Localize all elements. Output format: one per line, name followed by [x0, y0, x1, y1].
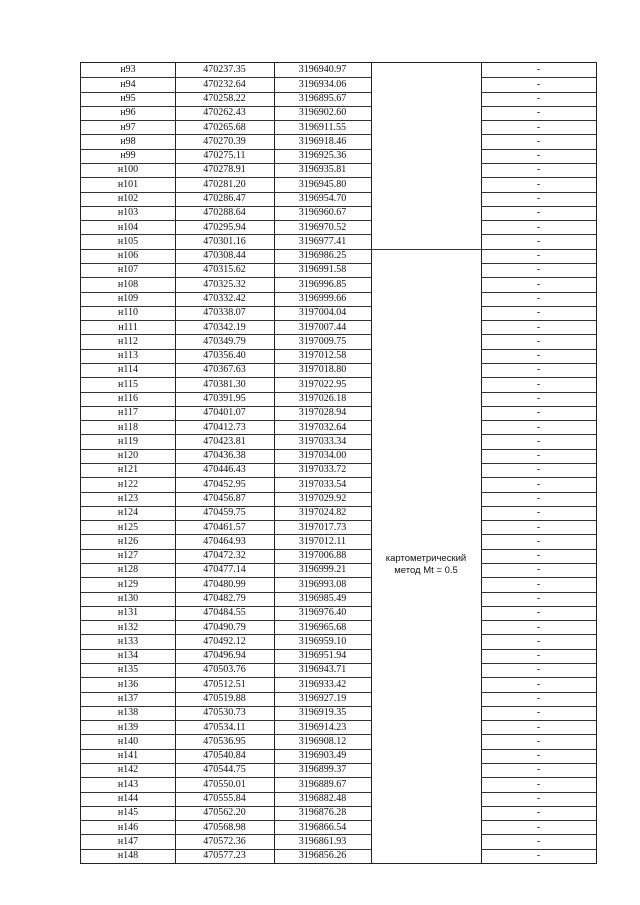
coord-y: 3196933.42 [298, 678, 347, 690]
point-id: н148 [117, 850, 139, 862]
point-id: н112 [118, 335, 138, 347]
coord-y: 3197018.80 [298, 364, 347, 376]
coord-y: 3197032.64 [298, 421, 347, 433]
coord-x: 470275.11 [203, 150, 246, 162]
row-note: - [536, 335, 541, 347]
point-id: н133 [117, 635, 139, 647]
row-note: - [536, 464, 541, 476]
row-note: - [536, 592, 541, 604]
row-note: - [536, 750, 541, 762]
coord-y: 3196977.41 [298, 235, 347, 247]
coord-x: 470315.62 [203, 264, 246, 276]
row-note: - [536, 492, 541, 504]
point-id: н146 [117, 821, 139, 833]
row-note: - [536, 207, 541, 219]
coord-y: 3196986.25 [298, 250, 347, 262]
coord-y: 3197017.73 [298, 521, 347, 533]
coord-y: 3197033.72 [298, 464, 347, 476]
coord-x: 470342.19 [203, 321, 246, 333]
coord-x: 470555.84 [203, 792, 246, 804]
point-id: н134 [117, 650, 139, 662]
coord-y: 3196925.36 [298, 150, 347, 162]
row-note: - [536, 478, 541, 490]
coord-x: 470512.51 [203, 678, 246, 690]
row-note: - [536, 664, 541, 676]
coord-x: 470237.35 [203, 64, 246, 76]
coord-x: 470232.64 [203, 78, 246, 90]
row-note: - [536, 707, 541, 719]
coord-y: 3197012.58 [298, 350, 347, 362]
point-id: н141 [117, 750, 139, 762]
coord-y: 3197026.18 [298, 392, 347, 404]
row-note: - [536, 364, 541, 376]
row-note: - [536, 521, 541, 533]
coord-x: 470308.44 [203, 250, 246, 262]
coord-y: 3196991.58 [298, 264, 347, 276]
point-id: н145 [117, 807, 139, 819]
point-id: н132 [117, 621, 139, 633]
coord-y: 3196976.40 [298, 607, 347, 619]
coord-y: 3196965.68 [298, 621, 347, 633]
coord-x: 470278.91 [203, 164, 246, 176]
coord-y: 3196951.94 [298, 650, 347, 662]
coord-y: 3197006.88 [298, 550, 347, 562]
point-id: н101 [117, 178, 139, 190]
method-note-line-2: метод Mt = 0.5 [394, 564, 458, 576]
point-id: н106 [117, 250, 139, 262]
row-note: - [536, 650, 541, 662]
row-note: - [536, 607, 541, 619]
coord-x: 470550.01 [203, 778, 246, 790]
point-id: н129 [117, 578, 139, 590]
coord-y: 3197009.75 [298, 335, 347, 347]
row-note: - [536, 850, 541, 862]
coord-y: 3197033.54 [298, 478, 347, 490]
point-id: н137 [117, 692, 139, 704]
point-id: н95 [120, 92, 136, 104]
row-note: - [536, 321, 541, 333]
row-note: - [536, 735, 541, 747]
coord-x: 470492.12 [203, 635, 246, 647]
row-note: - [536, 421, 541, 433]
coord-x: 470258.22 [203, 92, 246, 104]
coord-y: 3196914.23 [298, 721, 347, 733]
coord-x: 470262.43 [203, 107, 246, 119]
coord-x: 470367.63 [203, 364, 246, 376]
coord-x: 470456.87 [203, 492, 246, 504]
coord-x: 470496.94 [203, 650, 246, 662]
coordinates-table [80, 62, 597, 864]
row-note: - [536, 78, 541, 90]
point-id: н100 [117, 164, 139, 176]
coord-x: 470446.43 [203, 464, 246, 476]
point-id: н126 [117, 535, 139, 547]
coord-x: 470536.95 [203, 735, 246, 747]
point-id: н98 [120, 135, 136, 147]
row-note: - [536, 107, 541, 119]
coord-y: 3197022.95 [298, 378, 347, 390]
coord-y: 3196985.49 [298, 592, 347, 604]
coord-x: 470381.30 [203, 378, 246, 390]
row-note: - [536, 350, 541, 362]
point-id: н110 [118, 307, 138, 319]
point-id: н131 [117, 607, 139, 619]
coord-y: 3197007.44 [298, 321, 347, 333]
point-id: н96 [120, 107, 136, 119]
row-note: - [536, 764, 541, 776]
row-note: - [536, 507, 541, 519]
point-id: н127 [117, 550, 139, 562]
coord-x: 470412.73 [203, 421, 246, 433]
point-id: н97 [120, 121, 136, 133]
point-id: н114 [118, 364, 138, 376]
coord-x: 470270.39 [203, 135, 246, 147]
point-id: н124 [117, 507, 139, 519]
point-id: н139 [117, 721, 139, 733]
method-note-line-1: картометрический [385, 552, 467, 564]
coord-y: 3196999.66 [298, 292, 347, 304]
row-note: - [536, 835, 541, 847]
coord-x: 470519.88 [203, 692, 246, 704]
point-id: н116 [118, 392, 138, 404]
row-note: - [536, 278, 541, 290]
point-id: н140 [117, 735, 139, 747]
row-note: - [536, 792, 541, 804]
point-id: н121 [117, 464, 139, 476]
coord-y: 3196940.97 [298, 64, 347, 76]
coord-x: 470562.20 [203, 807, 246, 819]
coord-y: 3196882.48 [298, 792, 347, 804]
coord-y: 3196903.49 [298, 750, 347, 762]
coord-x: 470286.47 [203, 192, 246, 204]
coord-x: 470534.11 [203, 721, 246, 733]
row-note: - [536, 178, 541, 190]
coord-x: 470540.84 [203, 750, 246, 762]
coord-x: 470480.99 [203, 578, 246, 590]
coord-x: 470332.42 [203, 292, 246, 304]
coord-y: 3196954.70 [298, 192, 347, 204]
coord-y: 3197034.00 [298, 450, 347, 462]
coord-y: 3196861.93 [298, 835, 347, 847]
coord-y: 3196960.67 [298, 207, 347, 219]
row-note: - [536, 407, 541, 419]
coord-x: 470484.55 [203, 607, 246, 619]
coord-x: 470472.32 [203, 550, 246, 562]
point-id: н119 [118, 435, 138, 447]
coord-y: 3196911.55 [298, 121, 347, 133]
point-id: н102 [117, 192, 139, 204]
coord-y: 3197024.82 [298, 507, 347, 519]
point-id: н107 [117, 264, 139, 276]
point-id: н111 [118, 321, 138, 333]
point-id: н147 [117, 835, 139, 847]
coord-y: 3196999.21 [298, 564, 347, 576]
coord-x: 470301.16 [203, 235, 246, 247]
coord-y: 3196943.71 [298, 664, 347, 676]
point-id: н103 [117, 207, 139, 219]
point-id: н120 [117, 450, 139, 462]
point-id: н125 [117, 521, 139, 533]
point-id: н143 [117, 778, 139, 790]
coord-y: 3196945.80 [298, 178, 347, 190]
point-id: н122 [117, 478, 139, 490]
row-note: - [536, 535, 541, 547]
row-note: - [536, 378, 541, 390]
coord-x: 470401.07 [203, 407, 246, 419]
coord-y: 3197029.92 [298, 492, 347, 504]
row-note: - [536, 778, 541, 790]
coord-y: 3196918.46 [298, 135, 347, 147]
coord-y: 3196996.85 [298, 278, 347, 290]
point-id: н138 [117, 707, 139, 719]
row-note: - [536, 221, 541, 233]
point-id: н130 [117, 592, 139, 604]
coord-x: 470436.38 [203, 450, 246, 462]
point-id: н118 [118, 421, 138, 433]
coord-x: 470452.95 [203, 478, 246, 490]
row-note: - [536, 578, 541, 590]
row-note: - [536, 635, 541, 647]
point-id: н104 [117, 221, 139, 233]
coord-x: 470477.14 [203, 564, 246, 576]
point-id: н94 [120, 78, 136, 90]
coord-x: 470281.20 [203, 178, 246, 190]
coord-y: 3196856.26 [298, 850, 347, 862]
coord-y: 3196919.35 [298, 707, 347, 719]
point-id: н142 [117, 764, 139, 776]
coord-y: 3196889.67 [298, 778, 347, 790]
coord-y: 3196899.37 [298, 764, 347, 776]
row-note: - [536, 150, 541, 162]
coord-x: 470577.23 [203, 850, 246, 862]
coord-y: 3197028.94 [298, 407, 347, 419]
point-id: н108 [117, 278, 139, 290]
point-id: н99 [120, 150, 136, 162]
point-id: н136 [117, 678, 139, 690]
row-note: - [536, 135, 541, 147]
coord-x: 470338.07 [203, 307, 246, 319]
coord-y: 3196908.12 [298, 735, 347, 747]
coord-x: 470461.57 [203, 521, 246, 533]
row-note: - [536, 392, 541, 404]
coord-x: 470423.81 [203, 435, 246, 447]
coord-y: 3196895.67 [298, 92, 347, 104]
coord-x: 470530.73 [203, 707, 246, 719]
point-id: н117 [118, 407, 138, 419]
coord-x: 470265.68 [203, 121, 246, 133]
coord-y: 3197004.04 [298, 307, 347, 319]
coord-x: 470295.94 [203, 221, 246, 233]
point-id: н105 [117, 235, 139, 247]
coord-x: 470544.75 [203, 764, 246, 776]
coord-y: 3196902.60 [298, 107, 347, 119]
coord-x: 470482.79 [203, 592, 246, 604]
point-id: н115 [118, 378, 138, 390]
coord-x: 470349.79 [203, 335, 246, 347]
row-note: - [536, 721, 541, 733]
row-note: - [536, 807, 541, 819]
coord-x: 470325.32 [203, 278, 246, 290]
coord-y: 3196970.52 [298, 221, 347, 233]
coord-x: 470572.36 [203, 835, 246, 847]
row-note: - [536, 264, 541, 276]
row-note: - [536, 435, 541, 447]
row-note: - [536, 121, 541, 133]
point-id: н128 [117, 564, 139, 576]
coord-x: 470568.98 [203, 821, 246, 833]
row-note: - [536, 92, 541, 104]
row-note: - [536, 692, 541, 704]
row-note: - [536, 621, 541, 633]
coord-x: 470503.76 [203, 664, 246, 676]
row-note: - [536, 235, 541, 247]
coord-y: 3196876.28 [298, 807, 347, 819]
row-note: - [536, 450, 541, 462]
row-note: - [536, 550, 541, 562]
point-id: н135 [117, 664, 139, 676]
point-id: н144 [117, 792, 139, 804]
coord-y: 3196934.06 [298, 78, 347, 90]
coord-y: 3196927.19 [298, 692, 347, 704]
row-note: - [536, 307, 541, 319]
row-note: - [536, 564, 541, 576]
row-note: - [536, 678, 541, 690]
coord-y: 3196935.81 [298, 164, 347, 176]
coord-x: 470490.79 [203, 621, 246, 633]
method-note [373, 553, 479, 577]
coord-x: 470464.93 [203, 535, 246, 547]
coord-x: 470459.75 [203, 507, 246, 519]
coord-x: 470391.95 [203, 392, 246, 404]
coord-y: 3196993.08 [298, 578, 347, 590]
row-note: - [536, 250, 541, 262]
point-id: н93 [120, 64, 136, 76]
row-note: - [536, 192, 541, 204]
column-divider-3 [371, 63, 372, 863]
row-note: - [536, 292, 541, 304]
coord-y: 3197033.34 [298, 435, 347, 447]
point-id: н113 [118, 350, 138, 362]
coord-x: 470288.64 [203, 207, 246, 219]
coord-y: 3197012.11 [298, 535, 347, 547]
coord-y: 3196959.10 [298, 635, 347, 647]
coord-y: 3196866.54 [298, 821, 347, 833]
row-note: - [536, 164, 541, 176]
row-note: - [536, 821, 541, 833]
point-id: н109 [117, 292, 139, 304]
coord-x: 470356.40 [203, 350, 246, 362]
row-note: - [536, 64, 541, 76]
point-id: н123 [117, 492, 139, 504]
merged-cell-divider [371, 249, 481, 250]
